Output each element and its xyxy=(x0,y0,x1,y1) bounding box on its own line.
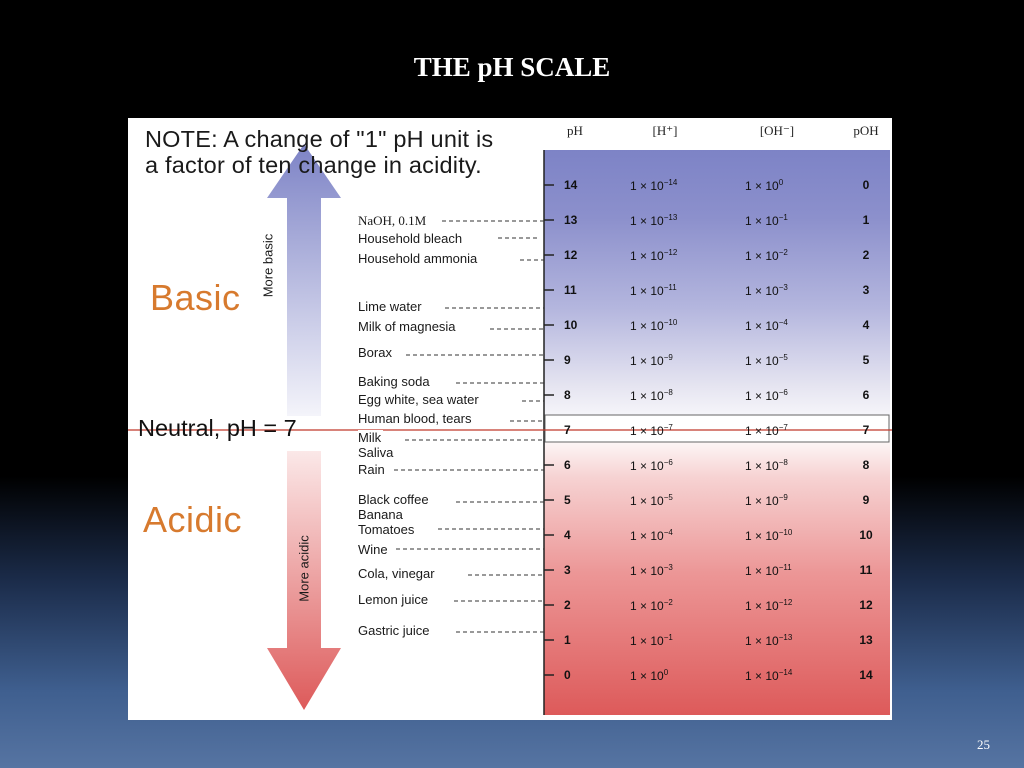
ph-value-text: 12 xyxy=(564,248,578,262)
poh-value-text: 5 xyxy=(862,353,870,367)
poh-value-text: 12 xyxy=(859,598,873,612)
more-acidic-label: More acidic xyxy=(296,535,312,602)
oh-concentration-text: 1 × 10 xyxy=(745,599,779,613)
oh-concentration xyxy=(745,388,788,403)
h-concentration-exponent: −3 xyxy=(663,563,673,572)
oh-concentration-exponent: −2 xyxy=(778,248,788,257)
oh-concentration-text: 1 × 10 xyxy=(745,389,779,403)
h-concentration-exponent: −12 xyxy=(663,248,678,257)
poh-value-text: 11 xyxy=(859,563,873,577)
oh-concentration-text: 1 × 10 xyxy=(745,529,779,543)
col-header-h: [H⁺] xyxy=(652,123,678,138)
h-concentration xyxy=(630,318,677,333)
poh-value xyxy=(856,178,876,192)
oh-concentration-text: 1 × 10 xyxy=(745,354,779,368)
poh-value xyxy=(856,563,876,577)
h-concentration-exponent: −14 xyxy=(663,178,678,187)
substance-label: Black coffee xyxy=(358,492,429,507)
h-concentration-exponent: −9 xyxy=(663,353,673,362)
ph-value xyxy=(564,318,577,332)
oh-concentration-exponent: −9 xyxy=(778,493,788,502)
substance-label: Rain xyxy=(358,462,385,477)
oh-concentration-text: 1 × 10 xyxy=(745,669,779,683)
oh-concentration xyxy=(745,318,788,333)
oh-concentration-exponent: −13 xyxy=(778,633,793,642)
oh-concentration-exponent: 0 xyxy=(778,178,784,187)
oh-concentration-exponent: −14 xyxy=(778,668,793,677)
substance-label: Lime water xyxy=(358,299,422,314)
poh-value xyxy=(856,213,876,227)
substance-label: Borax xyxy=(358,345,392,360)
h-concentration-exponent: −11 xyxy=(663,283,677,292)
h-concentration xyxy=(630,563,673,578)
h-concentration xyxy=(630,668,668,683)
h-concentration-exponent: −7 xyxy=(663,423,673,432)
poh-value-text: 3 xyxy=(862,283,870,297)
ph-scale-figure xyxy=(128,118,892,720)
h-concentration-exponent: −4 xyxy=(663,528,673,537)
h-concentration xyxy=(630,248,677,263)
h-concentration-text: 1 × 10 xyxy=(630,599,664,613)
ph-value xyxy=(564,213,577,227)
oh-concentration xyxy=(745,528,792,543)
substance-label: Milk xyxy=(358,430,382,445)
h-concentration-exponent: −13 xyxy=(663,213,678,222)
substance-label: Lemon juice xyxy=(358,592,429,607)
col-header-ph: pH xyxy=(567,123,583,138)
oh-concentration-exponent: −10 xyxy=(778,528,793,537)
h-concentration-exponent: −8 xyxy=(663,388,673,397)
h-concentration-text: 1 × 10 xyxy=(630,564,664,578)
oh-concentration xyxy=(745,598,792,613)
oh-concentration-exponent: −3 xyxy=(778,283,788,292)
h-concentration-text: 1 × 10 xyxy=(630,284,664,298)
poh-value xyxy=(856,528,876,542)
col-header-oh: [OH⁻] xyxy=(759,123,795,138)
ph-value xyxy=(564,528,571,542)
substance-label: Banana xyxy=(358,507,403,522)
poh-value-text: 14 xyxy=(859,668,873,682)
oh-concentration-exponent: −4 xyxy=(778,318,788,327)
h-concentration-text: 1 × 10 xyxy=(630,529,664,543)
oh-concentration-exponent: −1 xyxy=(778,213,788,222)
substance-label: Saliva xyxy=(358,445,394,460)
ph-value xyxy=(564,563,571,577)
h-concentration-exponent: −5 xyxy=(663,493,673,502)
h-concentration-text: 1 × 10 xyxy=(630,354,664,368)
ph-value-text: 6 xyxy=(564,458,571,472)
ph-value xyxy=(564,598,571,612)
h-concentration-text: 1 × 10 xyxy=(630,459,664,473)
ph-value xyxy=(564,178,577,192)
substance-label: Gastric juice xyxy=(358,623,430,638)
h-concentration-text: 1 × 10 xyxy=(630,669,664,683)
poh-value-text: 10 xyxy=(859,528,873,542)
oh-concentration-text: 1 × 10 xyxy=(745,249,779,263)
oh-concentration-text: 1 × 10 xyxy=(745,214,779,228)
h-concentration-text: 1 × 10 xyxy=(630,424,664,438)
ph-value-text: 1 xyxy=(564,633,571,647)
oh-concentration xyxy=(745,633,792,648)
ph-value xyxy=(564,423,571,437)
ph-value-text: 9 xyxy=(564,353,571,367)
h-concentration-exponent: −1 xyxy=(663,633,673,642)
h-concentration xyxy=(630,458,673,473)
substance-label: NaOH, 0.1M xyxy=(358,213,427,228)
poh-value xyxy=(856,388,876,402)
h-concentration-text: 1 × 10 xyxy=(630,179,664,193)
h-concentration xyxy=(630,423,673,438)
ph-value-text: 8 xyxy=(564,388,571,402)
neutral-label: Neutral, pH = 7 xyxy=(138,415,297,441)
oh-concentration xyxy=(745,178,783,193)
more-basic-arrow xyxy=(267,144,341,416)
substance-label: Household bleach xyxy=(358,231,463,246)
poh-value-text: 4 xyxy=(862,318,870,332)
ph-value-text: 14 xyxy=(564,178,578,192)
h-concentration-text: 1 × 10 xyxy=(630,214,664,228)
ph-value-text: 4 xyxy=(564,528,571,542)
h-concentration-exponent: −6 xyxy=(663,458,673,467)
poh-value xyxy=(856,598,876,612)
poh-value xyxy=(856,283,876,297)
h-concentration-exponent: −10 xyxy=(663,318,678,327)
basic-label: Basic xyxy=(150,277,241,318)
oh-concentration xyxy=(745,423,788,438)
ph-value-text: 7 xyxy=(564,423,571,437)
h-concentration-text: 1 × 10 xyxy=(630,319,664,333)
h-concentration-exponent: −2 xyxy=(663,598,673,607)
oh-concentration-text: 1 × 10 xyxy=(745,179,779,193)
poh-value-text: 7 xyxy=(862,423,870,437)
h-concentration xyxy=(630,493,673,508)
h-concentration xyxy=(630,633,673,648)
h-concentration-exponent: 0 xyxy=(663,668,669,677)
ph-value xyxy=(564,283,577,297)
substance-label: Household ammonia xyxy=(358,251,478,266)
h-concentration-text: 1 × 10 xyxy=(630,634,664,648)
oh-concentration-text: 1 × 10 xyxy=(745,319,779,333)
substance-label: Cola, vinegar xyxy=(358,566,435,581)
ph-value xyxy=(564,668,571,682)
oh-concentration-exponent: −7 xyxy=(778,423,788,432)
substance-label: Tomatoes xyxy=(358,522,415,537)
oh-concentration-exponent: −11 xyxy=(778,563,792,572)
poh-value-text: 2 xyxy=(862,248,870,262)
slide-title: THE pH SCALE xyxy=(413,52,611,82)
h-concentration-text: 1 × 10 xyxy=(630,389,664,403)
poh-value xyxy=(856,423,876,437)
substance-label: Baking soda xyxy=(358,374,430,389)
substance-label: Egg white, sea water xyxy=(358,392,479,407)
oh-concentration xyxy=(745,493,788,508)
poh-value-text: 1 xyxy=(862,213,870,227)
ph-value xyxy=(564,633,571,647)
h-concentration-text: 1 × 10 xyxy=(630,249,664,263)
ph-value xyxy=(564,353,571,367)
oh-concentration xyxy=(745,458,788,473)
oh-concentration-text: 1 × 10 xyxy=(745,459,779,473)
ph-value xyxy=(564,388,571,402)
ph-value-text: 13 xyxy=(564,213,578,227)
h-concentration xyxy=(630,283,677,298)
h-concentration xyxy=(630,353,673,368)
ph-value xyxy=(564,458,571,472)
substance-label: Human blood, tears xyxy=(358,411,472,426)
poh-value-text: 9 xyxy=(862,493,870,507)
oh-concentration xyxy=(745,563,792,578)
h-concentration xyxy=(630,528,673,543)
oh-concentration-exponent: −12 xyxy=(778,598,793,607)
h-concentration xyxy=(630,388,673,403)
ph-value xyxy=(564,248,577,262)
h-concentration-text: 1 × 10 xyxy=(630,494,664,508)
ph-value-text: 11 xyxy=(564,283,577,297)
page-number: 25 xyxy=(977,737,990,752)
oh-concentration xyxy=(745,668,792,683)
more-basic-label: More basic xyxy=(260,233,276,298)
poh-value-text: 8 xyxy=(862,458,870,472)
oh-concentration-exponent: −8 xyxy=(778,458,788,467)
oh-concentration-text: 1 × 10 xyxy=(745,564,779,578)
poh-value xyxy=(856,353,876,367)
poh-value xyxy=(856,458,876,472)
poh-value xyxy=(856,248,876,262)
ph-value-text: 3 xyxy=(564,563,571,577)
substance-label: Milk of magnesia xyxy=(358,319,456,334)
oh-concentration-text: 1 × 10 xyxy=(745,424,779,438)
note-text: NOTE: A change of "1" pH unit is a factor of ten change in acidity. xyxy=(145,126,494,178)
ph-value-text: 10 xyxy=(564,318,578,332)
oh-concentration-text: 1 × 10 xyxy=(745,494,779,508)
poh-value xyxy=(856,318,876,332)
oh-concentration xyxy=(745,248,788,263)
h-concentration xyxy=(630,213,677,228)
oh-concentration xyxy=(745,213,788,228)
h-concentration xyxy=(630,178,677,193)
oh-concentration-text: 1 × 10 xyxy=(745,634,779,648)
poh-value xyxy=(856,633,876,647)
neutral-row-box xyxy=(545,415,889,442)
ph-value-text: 5 xyxy=(564,493,571,507)
poh-value xyxy=(856,493,876,507)
poh-value xyxy=(856,668,876,682)
oh-concentration xyxy=(745,353,788,368)
oh-concentration-exponent: −6 xyxy=(778,388,788,397)
poh-value-text: 13 xyxy=(859,633,873,647)
h-concentration xyxy=(630,598,673,613)
col-header-poh: pOH xyxy=(853,123,879,138)
acidic-label: Acidic xyxy=(143,499,243,540)
ph-value-text: 2 xyxy=(564,598,571,612)
oh-concentration-exponent: −5 xyxy=(778,353,788,362)
ph-value-text: 0 xyxy=(564,668,571,682)
oh-concentration xyxy=(745,283,788,298)
poh-value-text: 6 xyxy=(862,388,870,402)
poh-value-text: 0 xyxy=(862,178,870,192)
ph-value xyxy=(564,493,571,507)
oh-concentration-text: 1 × 10 xyxy=(745,284,779,298)
substance-label: Wine xyxy=(358,542,388,557)
